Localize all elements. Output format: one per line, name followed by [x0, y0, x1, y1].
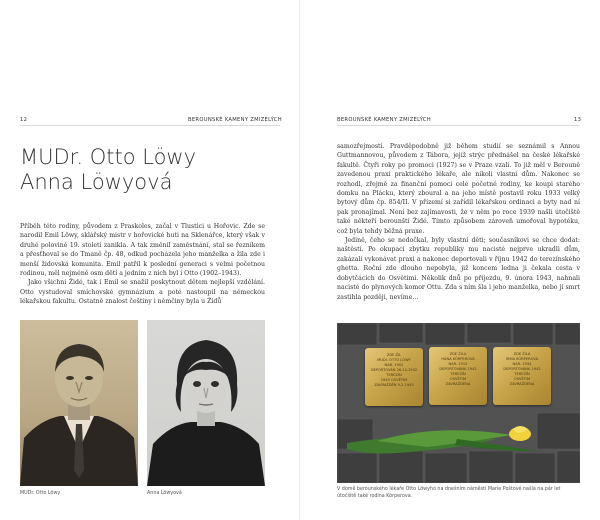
left-body-text: [20, 222, 265, 307]
stone-line: MUDr. OTTO LÖWY: [377, 358, 411, 362]
right-body-text: [337, 142, 580, 302]
stone-line: 1943 OSVĚTIM: [380, 378, 408, 382]
stolperstein-hana: [429, 347, 487, 405]
stone-line: OSVĚTIM: [513, 377, 531, 381]
header-rule-right: [337, 125, 580, 126]
stone-line: OSVĚTIM: [449, 377, 467, 381]
stolperstein-irma: [493, 347, 551, 405]
paragraph: samozřejmostí. Pravděpodobně již během studií se seznámil s Annou Guttmannovou, původem z Tábora, jejíž strýc přednášel na české lékařské fakultě. Čtyři roky po promoci (1927) se v Praze vzali. To již měl v Berouně zavedenou praxi praktického lékaře, ale nikoli vlastní dům. Nakonec se rozhodl, zřejmě za finanční pomoci celé početné rodiny, ke koupi starého domku na Plácku, který zboural a na jeho místě postavil roku 1933 velký bytový dům čp. 854/II. V přízemí si zařídil lékařskou ordinaci a byty nad ní pak pronajímal. Není bez zajímavosti, že v něm po roce 1939 našli útočiště také někteří berounští Židé. Tímto způsobem zároveň umořoval hypotéku, což byla tehdy běžná praxe.: [337, 143, 580, 235]
stone-line: TEREZÍN: [450, 372, 466, 376]
title-line-1: MUDr. Otto Löwy: [20, 145, 197, 169]
paragraph: Jedině, čeho se nedočkal, byly vlastní děti; současníkovi se chce dodat: naštěstí. Po okupaci zbytku republiky mu nacisté nejprve ukradli dům, zakázali vykonávat praxi a nakonec deportovali v říjnu 1942 do terezínského ghetta. Roční zde dlouho nepobyla, již koncem ledna ji čekala cesta v dobytčácích do Osvětimi. Několik dnů po příjezdu, 9. února 1943, nahnali nacisté do plynových komor Ottu. Zda s ním šla i jeho manželka, nebo ji smrt zastihla později, nevíme…: [337, 237, 580, 301]
stone-line: IRMA KÖRPEROVÁ: [505, 357, 539, 361]
stone-line: ZAVRAŽDĚNA: [509, 382, 535, 386]
caption-otto: MUDr. Otto Löwy: [20, 491, 61, 496]
stone-line: HANA KÖRPEROVÁ: [441, 357, 475, 361]
stone-line: TEREZÍN: [386, 373, 402, 377]
stone-line: ZDE ŽIL: [386, 353, 402, 357]
running-header-right: BEROUNSKÉ KAMENY ZMIZELÝCH: [337, 117, 431, 123]
stone-line: ZAVRAŽDĚN 9.2.1943: [374, 383, 414, 387]
stone-line: NAR. 1902: [384, 363, 404, 367]
page-number-left: 12: [20, 117, 28, 123]
stone-line: ZDE ŽILA: [449, 352, 467, 356]
header-rule-left: [20, 125, 280, 126]
stone-line: ZDE ŽILA: [513, 352, 531, 356]
stone-line: DEPORTOVÁNA 1942: [439, 367, 477, 371]
stolpersteine-caption: V domě berounského lékaře Otto Löwyho na dnešním náměstí Marie Poštové našla na pár let útočiště také rodina Körperova.: [337, 487, 561, 499]
caption-anna: Anna Löwyová: [147, 491, 182, 496]
stone-line: DEPORTOVÁNA 1942: [503, 367, 541, 371]
stone-line: TEREZÍN: [514, 372, 530, 376]
paragraph: Jako všichni Židé, tak i Emil se snažil poskytnout dětem nejlepší vzdělání. Otto vystudoval smíchovské gymnázium a poté nastoupil na německou lékařskou fakultu. Ostatně znalost češtiny i němčiny byla u Židů: [20, 279, 265, 306]
stone-line: NAR. 1934: [512, 362, 532, 366]
stone-line: ZAVRAŽDĚNA: [445, 382, 471, 386]
paragraph: Příběh této rodiny, původem z Praskoles, začal v Tlustici u Hořovic. Zde se narodil Emil Löwy, sklářský mistr v hořovické huti na Sklenářce, který však v druhé polovině 19. století zanikla. A tak změnil zaměstnání, stal se řezníkem a přesťhoval se do Tmaně čp. 48, odkud pocházela jeho manželka a žila zde i menší židovská komunita. Emil patřil k poslední generaci s velmi početnou rodinou, měl nejméně osm dětí a jedním z nich byl i Otto (1902–1943).: [20, 223, 265, 278]
right-page: [300, 0, 600, 520]
page-number-right: 13: [574, 117, 582, 123]
portrait-anna-lowyova: [147, 320, 265, 486]
stone-line: DEPORTOVÁN 26.10.1942: [370, 368, 418, 372]
stolperstein-otto: [365, 348, 423, 406]
title-line-2: Anna Löwyová: [20, 170, 173, 194]
stone-line: NAR. 1912: [448, 362, 468, 366]
running-header-left: BEROUNSKÉ KAMENY ZMIZELÝCH: [188, 117, 282, 123]
chapter-title: [20, 145, 196, 195]
portrait-otto-lowy: [20, 320, 138, 486]
